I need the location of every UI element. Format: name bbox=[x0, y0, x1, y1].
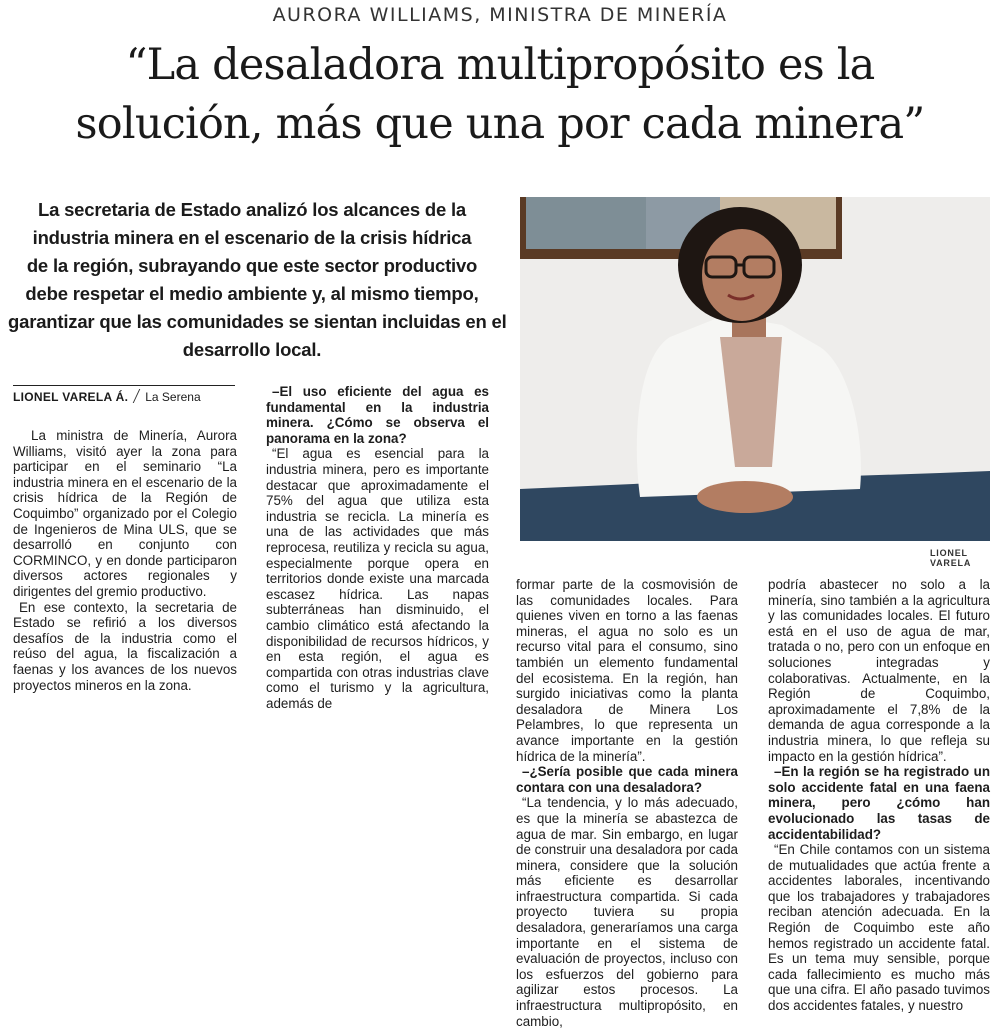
kicker: AURORA WILLIAMS, MINISTRA DE MINERÍA bbox=[272, 4, 728, 26]
portrait-photo bbox=[520, 197, 990, 541]
body-paragraph: En ese contexto, la secretaria de Estado se refirió a los diversos desafíos de la industria como el reúso del agua, la fiscalización a faenas y los avances de los nuevos proyectos mineros en la zona. bbox=[13, 599, 237, 693]
byline-author: LIONEL VARELA Á. bbox=[13, 390, 129, 404]
byline-location: La Serena bbox=[145, 390, 201, 404]
lead-line: La secretaria de Estado analizó los alcances de la bbox=[37, 199, 467, 220]
interview-question: –El uso eficiente del agua es fundamental en la industria minera. ¿Cómo se observa el panorama en la zona? bbox=[266, 384, 489, 446]
interview-answer: “En Chile contamos con un sistema de mutualidades que actúa frente a accidentes laborales, incentivando que los trabajadores y trabajadores reciban atención adecuada. En la Región de Coquimbo este año hemos registrado un accidente fatal. Es un tema muy sensible, porque cada fallecimiento es mucho más que una cifra. El año pasado tuvimos dos accidentes fatales, y nuestro bbox=[768, 842, 990, 1014]
body-column-2 bbox=[266, 384, 489, 711]
lead-line: garantizar que las comunidades se sientan incluidas en el bbox=[8, 311, 507, 332]
body-paragraph: podría abastecer no solo a la minería, sino también a la agricultura y las comunidades locales. El futuro está en el uso de agua de mar, tratada o no, pero con un enfoque en soluciones integradas y colaborativas. Actualmente, en la Región de Coquimbo, aproximadamente el 7,8% de la demanda de agua corresponde a la industria minera, lo que refleja su impacto en la gestión hídrica”. bbox=[768, 577, 990, 764]
body-paragraph: La ministra de Minería, Aurora Williams, visitó ayer la zona para participar en el seminario “La industria minera en el escenario de la crisis hídrica de la Región de Coquimbo” organizado por el Colegio de Ingenieros de Mina ULS, que se desarrolló en conjunto con CORMINCO, y en donde participaron diversos actores regionales y dirigentes del gremio productivo. bbox=[13, 428, 237, 599]
lead-line: debe respetar el medio ambiente y, al mismo tiempo, bbox=[25, 283, 479, 304]
interview-answer: “El agua es esencial para la industria minera, pero es importante destacar que aproximadamente el 75% del agua que utiliza esta industria se recicla. La minería es una de las actividades que más reprocesa, reutiliza y recicla su agua, especialmente porque opera en territorios donde existe una marcada escasez hídrica. Las napas subterráneas han disminuido, el cambio climático está afectando la disponibilidad de recursos hídricos, y en esta región, el agua es compartida con otras industrias clave como el turismo y la agricultura, además de bbox=[266, 446, 489, 711]
interview-question: –En la región se ha registrado un solo accidente fatal en una faena minera, pero ¿cómo han evolucionado las tasas de accidentabilidad? bbox=[768, 764, 990, 842]
lead-paragraph bbox=[8, 196, 507, 364]
headline-line-2: solución, más que una por cada minera” bbox=[75, 99, 925, 149]
byline bbox=[13, 385, 235, 409]
lead-line: industria minera en el escenario de la crisis hídrica bbox=[32, 227, 472, 248]
body-column-4 bbox=[768, 577, 990, 1014]
lead-line: desarrollo local. bbox=[182, 339, 322, 360]
headline bbox=[0, 36, 1000, 154]
portrait-illustration bbox=[520, 197, 990, 541]
lead-line: de la región, subrayando que este sector productivo bbox=[26, 255, 478, 276]
body-paragraph: formar parte de la cosmovisión de las comunidades locales. Para quienes viven en torno a las faenas mineras, el agua no solo es un recurso vital para el consumo, sino también un elemento fundamental del ecosistema. En la región, han surgido iniciativas como la planta desaladora de Minera Los Pelambres, lo que representa un avance importante en la gestión hídrica de la minería”. bbox=[516, 577, 738, 764]
photo-credit: LIONEL VARELA bbox=[930, 548, 972, 568]
interview-question: –¿Sería posible que cada minera contara con una desaladora? bbox=[516, 764, 738, 795]
body-column-3 bbox=[516, 577, 738, 1029]
headline-line-1: “La desaladora multipropósito es la bbox=[125, 40, 875, 90]
interview-answer: “La tendencia, y lo más adecuado, es que la minería se abastezca de agua de mar. Sin embargo, en lugar de construir una desaladora por cada minera, considere que la solución más eficiente es desarrollar infraestructura compartida. Si cada proyecto tuviera su propia desaladora, generaríamos una carga importante en el sistema de evaluación de proyectos, incluso con los esfuerzos del gobierno para agilizar estos procesos. La infraestructura multipropósito, en cambio, bbox=[516, 795, 738, 1029]
byline-separator bbox=[133, 389, 141, 403]
body-column-1 bbox=[13, 428, 237, 693]
